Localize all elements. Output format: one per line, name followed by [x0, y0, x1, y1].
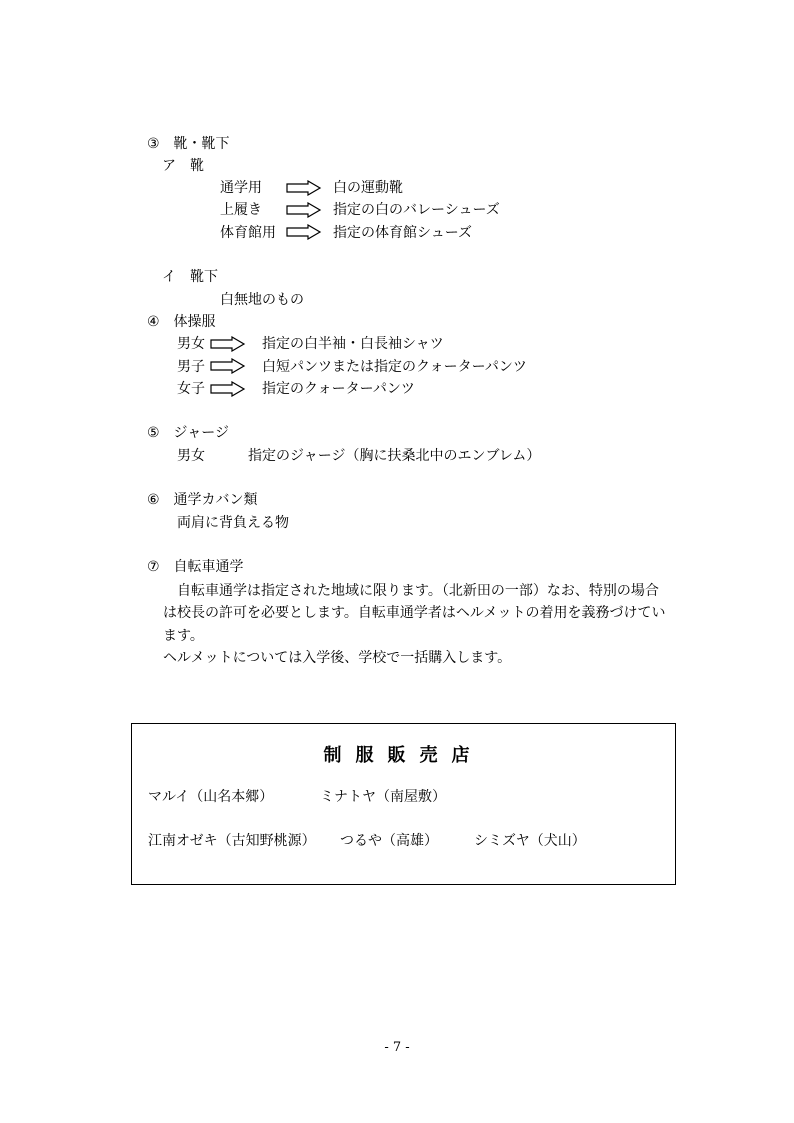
- shoe-desc-indoor: 指定の白のバレーシューズ: [333, 202, 500, 218]
- stores-title: 制服販売店: [323, 745, 484, 766]
- arrow-right-icon: [286, 180, 322, 196]
- stores-box: [131, 723, 676, 885]
- arrow-right-icon: [210, 358, 246, 374]
- page-number: - 7 -: [384, 1040, 410, 1055]
- bike-line-4: ヘルメットについては入学後、学校で一括購入します。: [163, 650, 512, 666]
- shoes-label: ア 靴: [162, 158, 204, 174]
- store-minatoya: ミナトヤ（南屋敷）: [320, 789, 446, 805]
- arrow-right-icon: [210, 381, 246, 397]
- store-shimizuya: シミズヤ（犬山）: [474, 833, 586, 849]
- socks-desc: 白無地のもの: [220, 292, 304, 308]
- section-5-heading: ⑤ ジャージ: [147, 425, 229, 441]
- gym-who-boys: 男子: [177, 359, 205, 375]
- shoe-item-gym: 体育館用: [220, 225, 276, 241]
- arrow-right-icon: [286, 224, 322, 240]
- jersey-who: 男女: [177, 448, 205, 464]
- bike-line-2: は校長の許可を必要とします。自転車通学者はヘルメットの着用を義務づけてい: [163, 605, 666, 621]
- bike-line-1: 自転車通学は指定された地域に限ります。（北新田の一部）なお、特別の場合: [177, 583, 659, 599]
- section-6-heading: ⑥ 通学カバン類: [147, 492, 258, 508]
- arrow-right-icon: [286, 202, 322, 218]
- gym-desc-all: 指定の白半袖・白長袖シャツ: [262, 336, 444, 352]
- gym-who-all: 男女: [177, 336, 205, 352]
- store-marui: マルイ（山名本郷）: [148, 789, 274, 805]
- arrow-right-icon: [210, 336, 246, 352]
- section-7-heading: ⑦ 自転車通学: [147, 559, 244, 575]
- store-tsuruya: つるや（高雄）: [340, 833, 438, 849]
- store-ozeki: 江南オゼキ（古知野桃源）: [148, 833, 316, 849]
- shoe-item-indoor: 上履き: [220, 202, 262, 218]
- socks-label: イ 靴下: [162, 269, 218, 285]
- gym-desc-girls: 指定のクォーターパンツ: [262, 381, 415, 397]
- gym-who-girls: 女子: [177, 381, 205, 397]
- bag-desc: 両肩に背負える物: [177, 515, 289, 531]
- shoe-desc-commute: 白の運動靴: [333, 180, 403, 196]
- jersey-desc: 指定のジャージ（胸に扶桑北中のエンブレム）: [248, 448, 541, 464]
- section-4-heading: ④ 体操服: [147, 314, 216, 330]
- shoe-item-commute: 通学用: [220, 180, 262, 196]
- bike-line-3: ます。: [163, 628, 204, 644]
- gym-desc-boys: 白短パンツまたは指定のクォーターパンツ: [262, 359, 527, 375]
- section-3-heading: ③ 靴・靴下: [147, 136, 230, 152]
- shoe-desc-gym: 指定の体育館シューズ: [333, 225, 473, 241]
